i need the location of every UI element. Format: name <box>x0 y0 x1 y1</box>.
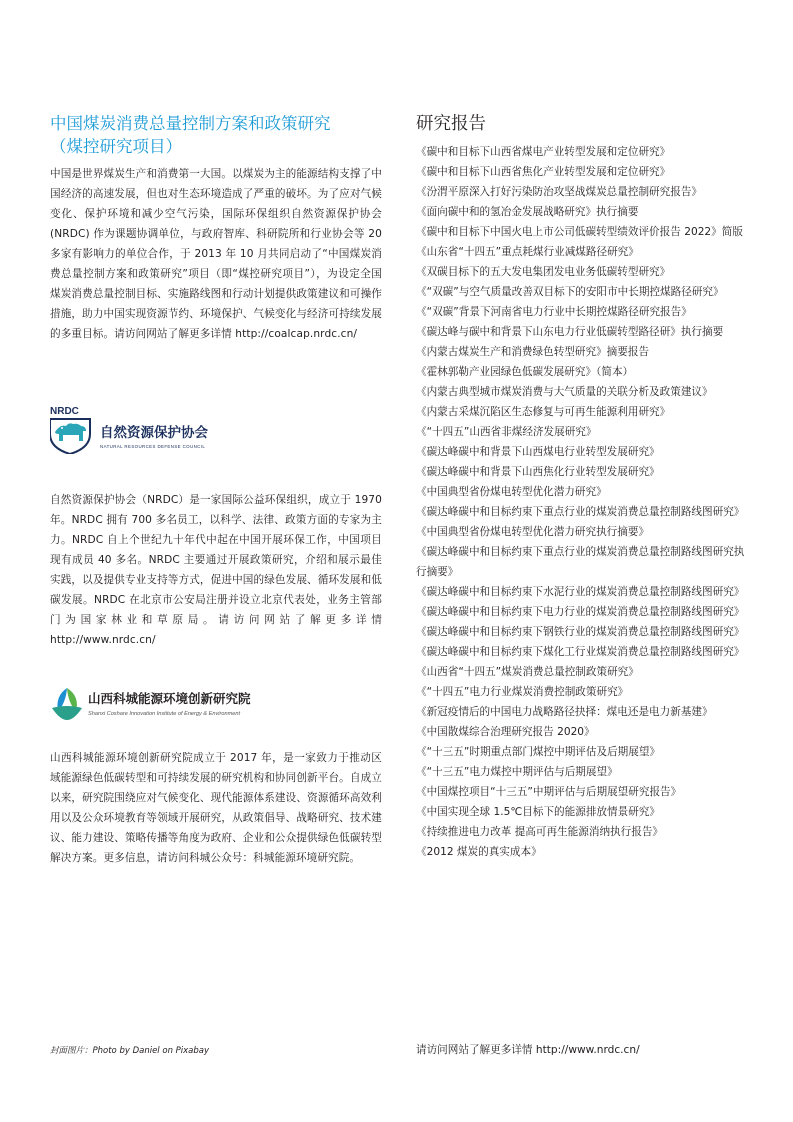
reports-list <box>416 142 746 862</box>
list-item: 《2012 煤炭的真实成本》 <box>416 846 542 858</box>
list-item: 《碳达峰碳中和目标约束下煤化工行业煤炭消费总量控制路线图研究》 <box>416 646 745 658</box>
project-description: 中国是世界煤炭生产和消费第一大国。以煤炭为主的能源结构支撑了中国经济的高速发展，但也对生态环境造成了严重的破坏。为了应对气候变化、保护环境和减少空气污染，国际环保组织自然资源保护协会 (NRDC) 作为课题协调单位，与政府智库、科研院所和行业协会等 20 多家有影响力的单位合作，于 2013 年 10 月共同启动了“中国煤炭消费总量控制方案和政策研究”项目（即“煤控研究项目”），为设定全国煤炭消费总量控制目标、实施路线图和行动计划提供政策建议和可操作措施，助力中国实现资源节约、环境保护、气候变化与经济可持续发展的多重目标。请访问网站了解更多详情 http://coalcap.nrdc.cn/ <box>50 168 382 340</box>
list-item: 《中国散煤综合治理研究报告 2020》 <box>416 726 595 738</box>
list-item: 《中国实现全球 1.5℃目标下的能源排放情景研究》 <box>416 806 660 818</box>
nrdc-bear-shield-icon <box>50 404 290 454</box>
cover-credit: 封面图片：Photo by Daniel on Pixabay <box>50 1046 210 1056</box>
list-item: 《碳达峰碳中和背景下山西焦化行业转型发展研究》 <box>416 466 660 478</box>
list-item: 《“双碳”背景下河南省电力行业中长期控煤路径研究报告》 <box>416 306 692 318</box>
website-note: 请访问网站了解更多详情 http://www.nrdc.cn/ <box>416 1044 640 1056</box>
nrdc-logo-abbr: NRDC <box>50 406 79 417</box>
list-item: 《碳达峰碳中和目标约束下钢铁行业的煤炭消费总量控制路线图研究》 <box>416 626 745 638</box>
list-item: 《碳中和目标下中国火电上市公司低碳转型绩效评价报告 2022》简版 <box>416 226 743 238</box>
sxi-logo-name: 山西科城能源环境创新研究院 <box>88 691 251 706</box>
nrdc-section <box>50 484 382 650</box>
list-item: 《碳达峰碳中和目标约束下水泥行业的煤炭消费总量控制路线图研究》 <box>416 586 745 598</box>
project-title-line2: （煤控研究项目） <box>50 137 182 156</box>
list-item: 《碳中和目标下山西省焦化产业转型发展和定位研究》 <box>416 166 671 178</box>
list-item: 《碳达峰碳中和目标约束下电力行业的煤炭消费总量控制路线图研究》 <box>416 606 745 618</box>
list-item: 《新冠疫情后的中国电力战略路径抉择：煤电还是电力新基建》 <box>416 706 713 718</box>
list-item: 《汾渭平原深入打好污染防治攻坚战煤炭总量控制研究报告》 <box>416 186 703 198</box>
list-item: 《中国典型省份煤电转型优化潜力研究执行摘要》 <box>416 526 650 538</box>
list-item: 《内蒙古典型城市煤炭消费与大气质量的关联分析及政策建议》 <box>416 386 713 398</box>
list-item: 《“十三五”时期重点部门煤控中期评估及后期展望》 <box>416 746 661 758</box>
list-item: 《“十四五”电力行业煤炭消费控制政策研究》 <box>416 686 629 698</box>
nrdc-logo-name: 自然资源保护协会 <box>100 425 208 441</box>
list-item: 《面向碳中和的氢冶金发展战略研究》执行摘要 <box>416 206 639 218</box>
project-section <box>50 112 382 344</box>
sxi-description: 山西科城能源环境创新研究院成立于 2017 年，是一家致力于推动区域能源绿色低碳转型和可持续发展的研究机构和协同创新平台。自成立以来，研究院围绕应对气候变化、现代能源体系建设、资源循环高效利用以及公众环境教育等领域开展研究，从政策倡导、战略研究、技术建议、能力建设、策略传播等角度为政府、企业和公众提供绿色低碳转型解决方案。更多信息，请访问科城公众号：科城能源环境研究院。 <box>50 752 382 864</box>
list-item: 《碳达峰碳中和目标约束下重点行业的煤炭消费总量控制路线图研究执行摘要》 <box>416 546 745 578</box>
list-item: 《碳达峰与碳中和背景下山东电力行业低碳转型路径研》执行摘要 <box>416 326 724 338</box>
reports-heading: 研究报告 <box>416 114 486 134</box>
project-title <box>50 112 382 158</box>
sxi-leaf-icon <box>50 684 310 724</box>
nrdc-logo-english: NATURAL RESOURCES DEFENSE COUNCIL <box>100 444 206 449</box>
nrdc-description: 自然资源保护协会（NRDC）是一家国际公益环保组织，成立于 1970 年。NRDC 拥有 700 多名员工，以科学、法律、政策方面的专家为主力。NRDC 自上个世纪九十年代中起在中国开展环保工作，中国项目现有成员 40 多名。NRDC 主要通过开展政策研究，介绍和展示最佳实践，以及提供专业支持等方式，促进中国的绿色发展、循环发展和低碳发展。NRDC 在北京市公安局注册并设立北京代表处，业务主管部门为国家林业和草原局。请访问网站了解更多详情 http://www.nrdc.cn/ <box>50 494 382 646</box>
list-item: 《双碳目标下的五大发电集团发电业务低碳转型研究》 <box>416 266 671 278</box>
list-item: 《内蒙古采煤沉陷区生态修复与可再生能源利用研究》 <box>416 406 671 418</box>
list-item: 《“双碳”与空气质量改善双目标下的安阳市中长期控煤路径研究》 <box>416 286 724 298</box>
list-item: 《中国典型省份煤电转型优化潜力研究》 <box>416 486 607 498</box>
list-item: 《霍林郭勒产业园绿色低碳发展研究》（简本） <box>416 366 634 378</box>
list-item: 《山东省“十四五”重点耗煤行业减煤路径研究》 <box>416 246 639 258</box>
project-title-line1: 中国煤炭消费总量控制方案和政策研究 <box>50 114 331 133</box>
list-item: 《持续推进电力改革 提高可再生能源消纳执行报告》 <box>416 826 664 838</box>
sxi-logo-english: Shanxi Coshare Innovation Institute of Energy & Environment <box>88 711 241 717</box>
list-item: 《内蒙古煤炭生产和消费绿色转型研究》摘要报告 <box>416 346 650 358</box>
list-item: 《碳达峰碳中和目标约束下重点行业的煤炭消费总量控制路线图研究》 <box>416 506 745 518</box>
list-item: 《中国煤控项目“十三五”中期评估与后期展望研究报告》 <box>416 786 682 798</box>
sxi-section <box>50 742 382 868</box>
reports-section <box>416 112 746 862</box>
list-item: 《碳中和目标下山西省煤电产业转型发展和定位研究》 <box>416 146 671 158</box>
list-item: 《山西省“十四五”煤炭消费总量控制政策研究》 <box>416 666 639 678</box>
nrdc-logo <box>50 404 290 454</box>
sxi-logo <box>50 684 310 724</box>
list-item: 《“十三五”电力煤控中期评估与后期展望》 <box>416 766 618 778</box>
list-item: 《碳达峰碳中和背景下山西煤电行业转型发展研究》 <box>416 446 660 458</box>
list-item: 《“十四五”山西省非煤经济发展研究》 <box>416 426 597 438</box>
